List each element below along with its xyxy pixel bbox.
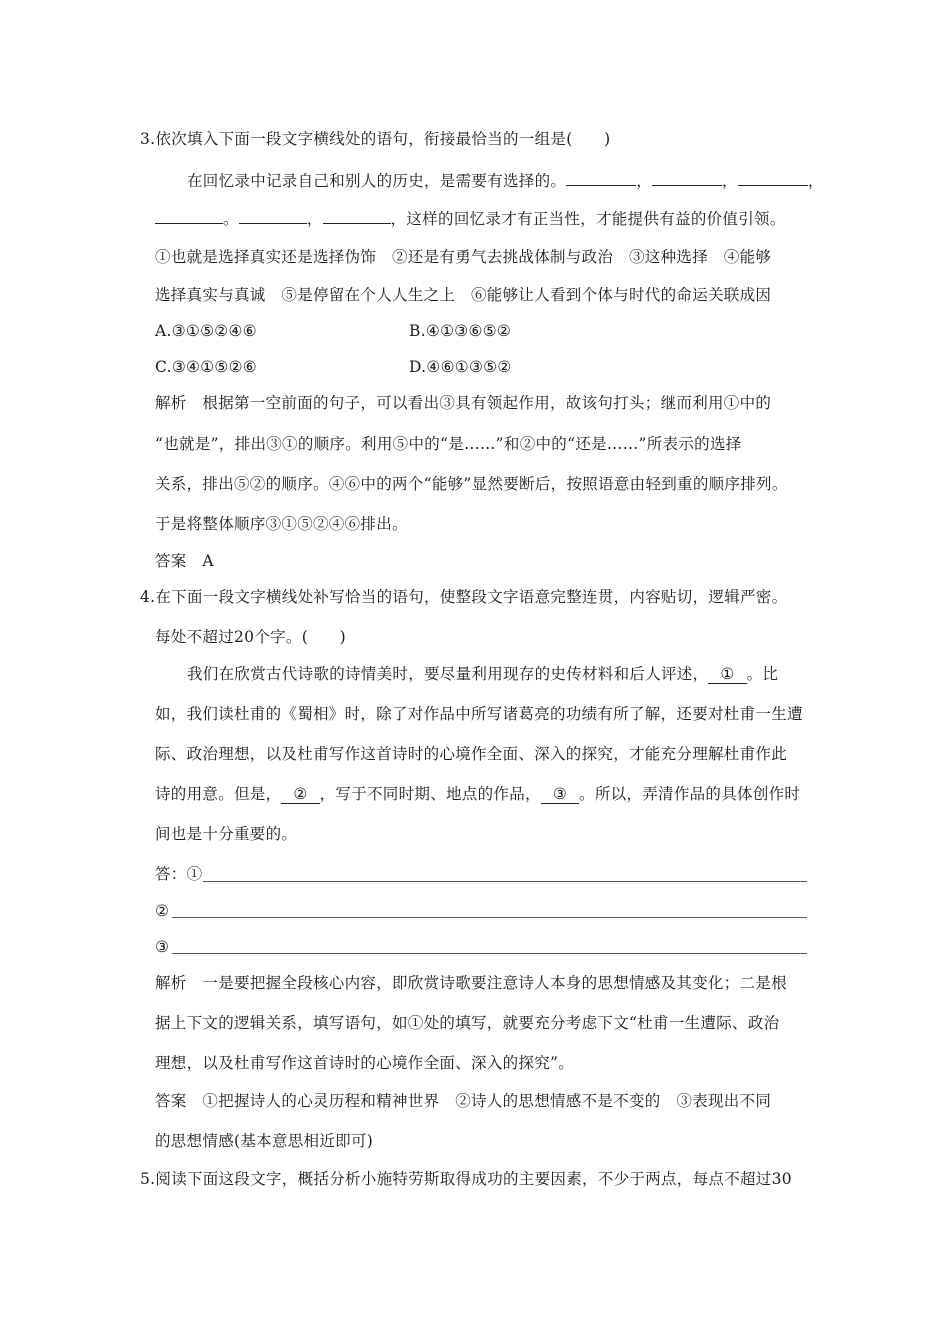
q3-stem: 3.依次填入下面一段文字横线处的语句，衔接最恰当的一组是( )	[140, 130, 611, 148]
q3-analysis-line-3: 关系，排出⑤②的顺序。④⑥中的两个“能够”显然要断后，按照语意由轻到重的顺序排列。	[155, 475, 788, 493]
q4-answer-line-2[interactable]	[172, 917, 807, 918]
q4-stem-line-1: 4.在下面一段文字横线处补写恰当的语句，使整段文字语意完整连贯，内容贴切，逻辑严密。	[140, 588, 788, 606]
q3-choice-a[interactable]: A.③①⑤②④⑥	[155, 322, 257, 340]
q3-choice-b[interactable]: B.④①③⑥⑤②	[409, 322, 512, 340]
q3-blank-3[interactable]	[738, 170, 808, 186]
q3-blank-6[interactable]	[323, 208, 391, 224]
q3-blank-4[interactable]	[155, 208, 223, 224]
q3-choice-c[interactable]: C.③④①⑤②⑥	[155, 358, 258, 376]
q4-passage-line-2: 如，我们读杜甫的《蜀相》时，除了对作品中所写诸葛亮的功绩有所了解，还要对杜甫一生遭	[155, 705, 803, 723]
q4-answer-label-1: 答：①	[155, 865, 203, 883]
q4-passage-line-4: 诗的用意。但是， ② ，写于不同时期、地点的作品， ③ 。所以，弄清作品的具体创作时	[155, 785, 801, 803]
q3-blank-1[interactable]	[566, 170, 636, 186]
q4-answer-label-3: ③	[155, 938, 170, 956]
q4-stem-line-2: 每处不超过20个字。( )	[155, 628, 347, 646]
q3-blank-5[interactable]	[239, 208, 307, 224]
q4-answer-line-1[interactable]	[203, 881, 807, 882]
q3-blank-2[interactable]	[652, 170, 722, 186]
q3-analysis-line-4: 于是将整体顺序③①⑤②④⑥排出。	[155, 515, 408, 533]
q4-analysis-line-1: 解析 一是要把握全段核心内容，即欣赏诗歌要注意诗人本身的思想情感及其变化；二是根	[155, 974, 788, 992]
q3-answer: 答案 A	[155, 552, 214, 570]
q3-options-line-2: 选择真实与真诚 ⑤是停留在个人人生之上 ⑥能够让人看到个体与时代的命运关联成因	[155, 286, 772, 304]
q4-answer-line-3[interactable]	[172, 953, 807, 954]
q4-blank-1[interactable]: ①	[708, 665, 746, 684]
q4-blank-2[interactable]: ②	[281, 785, 319, 804]
q3-options-line-1: ①也就是选择真实还是选择伪饰 ②还是有勇气去挑战体制与政治 ③这种选择 ④能够	[155, 248, 772, 266]
q3-passage-line-2: 。 ， ，这样的回忆录才有正当性，才能提供有益的价值引领。	[155, 208, 786, 230]
q3-choice-d[interactable]: D.④⑥①③⑤②	[409, 358, 512, 376]
q3-analysis-line-2: “也就是”，排出③①的顺序。利用⑤中的“是……”和②中的“还是……”所表示的选择	[155, 435, 742, 453]
q4-answer-line-text-2: 的思想情感(基本意思相近即可)	[155, 1132, 374, 1150]
q4-passage-line-5: 间也是十分重要的。	[155, 825, 298, 843]
q4-passage-line-3: 际、政治理想，以及杜甫写作这首诗时的心境作全面、深入的探究，才能充分理解杜甫作此	[155, 745, 788, 763]
q4-analysis-line-2: 据上下文的逻辑关系，填写语句，如①处的填写，就要充分考虑下文“杜甫一生遭际、政治	[155, 1014, 780, 1032]
q4-answer-line-text-1: 答案 ①把握诗人的心灵历程和精神世界 ②诗人的思想情感不是不变的 ③表现出不同	[155, 1092, 772, 1110]
q3-passage-line-1: 在回忆录中记录自己和别人的历史，是需要有选择的。 ， ， ，	[187, 172, 824, 190]
q5-stem-line-1: 5.阅读下面这段文字，概括分析小施特劳斯取得成功的主要因素，不少于两点，每点不超过30	[140, 1170, 792, 1188]
q3-analysis-line-1: 解析 根据第一空前面的句子，可以看出③具有领起作用，故该句打头；继而利用①中的	[155, 394, 772, 412]
q3-passage-text: 在回忆录中记录自己和别人的历史，是需要有选择的。	[187, 172, 567, 190]
q4-passage-line-1: 我们在欣赏古代诗歌的诗情美时，要尽量利用现存的史传材料和后人评述， ① 。比	[187, 665, 779, 683]
q4-analysis-line-3: 理想，以及杜甫写作这首诗时的心境作全面、深入的探究”。	[155, 1054, 575, 1072]
q4-blank-3[interactable]: ③	[541, 785, 579, 804]
q4-answer-label-2: ②	[155, 902, 170, 920]
